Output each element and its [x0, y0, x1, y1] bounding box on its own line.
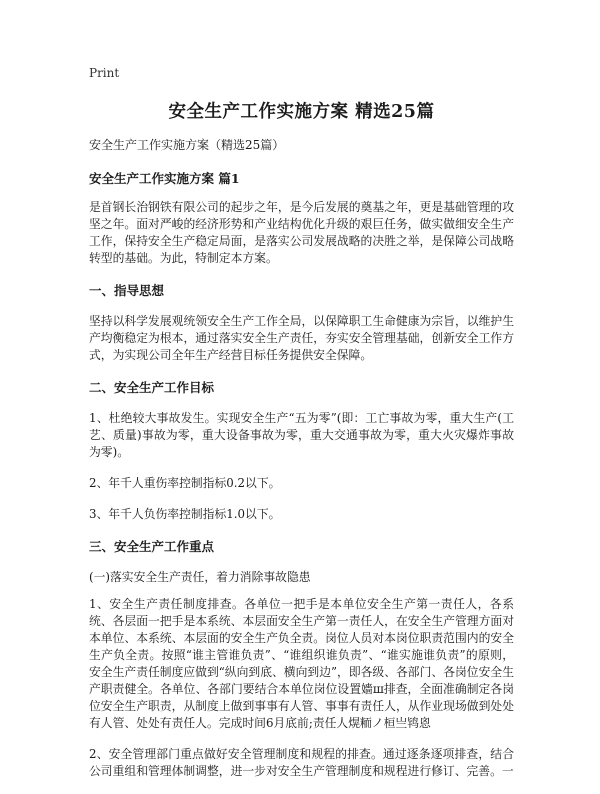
subsection-title: (一)落实安全生产责任，着力消除事故隐患 — [89, 570, 311, 584]
goal-item-1: 1、杜绝较大事故发生。实现安全生产“五为零”(即：工亡事故为零，重大生产(工艺、质量)事故为零，重大设备事故为零，重大交通事故为零，重大火灾爆炸事故为零)。 — [89, 411, 514, 459]
section-goals-title: 二、安全生产工作目标 — [89, 380, 215, 395]
intro-paragraph: 是首钢长治钢铁有限公司的起步之年，是今后发展的奠基之年，更是基础管理的攻坚之年。面对严峻的经济形势和产业结构优化升级的艰巨任务，做实做细安全生产工作，保持安全生产稳定局面，是落实公司发展战略的决胜之举，是保障公司战略转型的基础。为此，特制定本方案。 — [89, 200, 514, 265]
goal-item-3: 3、年千人负伤率控制指标1.0以下。 — [89, 507, 281, 521]
focus-item-2: 2、安全管理部门重点做好安全管理制度和规程的排查。通过逐条逐项排查，结合公司重组和管理体制调整，进一步对安全生产管理制度和规程进行修订、完善。一 — [89, 747, 514, 778]
print-label[interactable]: Print — [89, 66, 120, 80]
part-title: 安全生产工作实施方案 篇1 — [89, 171, 240, 186]
document-page — [89, 66, 514, 794]
document-subtitle: 安全生产工作实施方案（精选25篇） — [89, 138, 285, 152]
goal-item-2: 2、年千人重伤率控制指标0.2以下。 — [89, 476, 281, 490]
focus-item-1: 1、安全生产责任制度排查。各单位一把手是本单位安全生产第一责任人，各系统、各层面一把手是本系统、本层面安全生产第一责任人，在安全生产管理方面对本单位、本系统、本层面的安全生产负全责。岗位人员对本岗位职责范围内的安全生产负全责。按照“谁主管谁负责”、“谁组织谁负责”、“谁实施谁负责”的原则，安全生产责任制度应做到“纵向到底、横向到边”，即各级、各部门、各岗位安全生产职责健全。各单位、各部门要结合本单位岗位设置嬙ш排查，全面准确制定各岗位安全生产职责，从制度上做到事事有人管、事事有责任人，从作业现场做到处处有人管、处处有责任人。完成时间6月底前;责任人熀粫ノ桓亗鸨恖 — [89, 597, 514, 730]
page-title: 安全生产工作实施方案 精选25篇 — [168, 102, 435, 122]
section-focus-title: 三、安全生产工作重点 — [89, 539, 215, 554]
section-guiding-text: 坚持以科学发展观统领安全生产工作全局，以保障职工生命健康为宗旨，以维护生产均衡稳定为根本，通过落实安全生产责任，夯实安全管理基础，创新安全工作方式，为实现公司全年生产经营目标任务提供安全保障。 — [89, 314, 514, 362]
section-guiding-title: 一、指导思想 — [89, 283, 165, 298]
